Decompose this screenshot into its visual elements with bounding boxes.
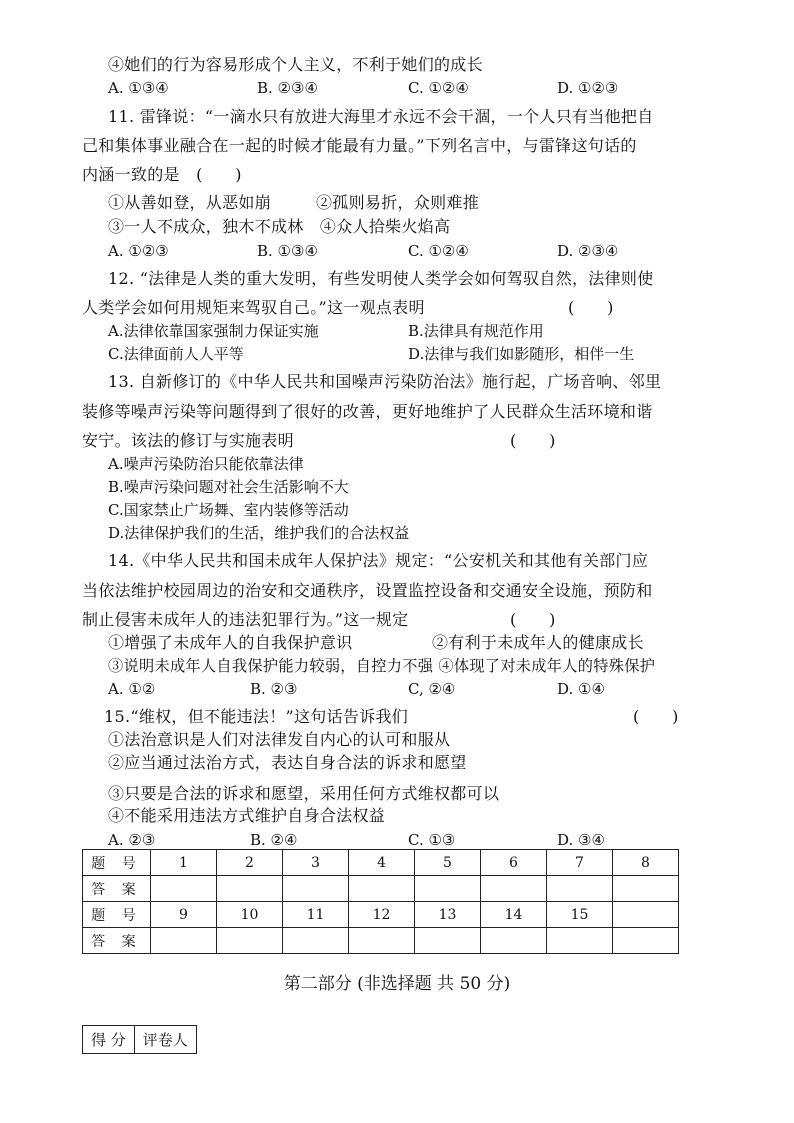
answer-cell[interactable] [547, 876, 613, 902]
answer-cell[interactable] [217, 928, 283, 954]
q14-option-c: C, ②④ [408, 680, 456, 698]
question-number-cell: 14 [481, 902, 547, 928]
q14-answer-bracket: ( ) [510, 610, 556, 629]
answer-cell[interactable] [283, 876, 349, 902]
question-number-label: 题 号 [83, 850, 151, 876]
answer-cell[interactable] [613, 876, 679, 902]
answer-table [82, 849, 679, 954]
q14-option-a: A. ①② [108, 680, 156, 698]
q10-option-d: D. ①②③ [557, 79, 619, 97]
q11-option-c: C. ①②④ [408, 242, 469, 260]
question-number-cell: 8 [613, 850, 679, 876]
question-number-cell [613, 902, 679, 928]
q14-stem-line2: 当依法维护校园周边的治安和交通秩序，设置监控设备和交通安全设施，预防和 [82, 581, 653, 600]
score-table [82, 1025, 197, 1054]
q15-stem: 15.“维权，但不能违法！”这句话告诉我们 [104, 707, 409, 726]
q10-item-4: ④她们的行为容易形成个人主义，不利于她们的成长 [108, 55, 483, 74]
question-number-cell: 11 [283, 902, 349, 928]
q13-option-c: C.国家禁止广场舞、室内装修等活动 [108, 501, 349, 519]
q12-stem-line1: 12. “法律是人类的重大发明，有些发明使人类学会如何驾驭自然，法律则使 [108, 269, 654, 288]
q10-option-b: B. ②③④ [257, 79, 318, 97]
question-number-cell: 4 [349, 850, 415, 876]
answer-cell[interactable] [217, 876, 283, 902]
q15-answer-bracket: ( ) [633, 707, 679, 726]
q13-option-d: D.法律保护我们的生活，维护我们的合法权益 [108, 524, 410, 542]
q12-option-d: D.法律与我们如影随形，相伴一生 [408, 345, 635, 363]
answer-cell[interactable] [283, 928, 349, 954]
q14-stem-line3: 制止侵害未成年人的违法犯罪行为。”这一规定 [82, 610, 409, 629]
answer-cell[interactable] [349, 876, 415, 902]
answer-label: 答 案 [83, 928, 151, 954]
q12-option-c: C.法律面前人人平等 [108, 345, 244, 363]
question-number-cell: 3 [283, 850, 349, 876]
q11-option-a: A. ①②③ [108, 242, 169, 260]
answer-cell[interactable] [151, 876, 217, 902]
answer-table-number-row-1 [83, 850, 679, 876]
answer-cell[interactable] [481, 876, 547, 902]
q14-stem-line1: 14.《中华人民共和国未成年人保护法》规定：“公安机关和其他有关部门应 [108, 551, 649, 570]
question-number-cell: 13 [415, 902, 481, 928]
q11-stem-line3: 内涵一致的是 ( ) [82, 165, 242, 184]
answer-table-answer-row-1 [83, 876, 679, 902]
answer-table-number-row-2 [83, 902, 679, 928]
question-number-cell: 15 [547, 902, 613, 928]
q11-option-b: B. ①③④ [257, 242, 318, 260]
question-number-cell: 12 [349, 902, 415, 928]
answer-label: 答 案 [83, 876, 151, 902]
q13-stem-line1: 13. 自新修订的《中华人民共和国噪声污染防治法》施行起，广场音响、邻里 [108, 372, 662, 391]
q14-item-2: ②有利于未成年人的健康成长 [432, 633, 644, 652]
q10-option-c: C. ①②④ [408, 79, 469, 97]
q15-item-2: ②应当通过法治方式，表达自身合法的诉求和愿望 [108, 753, 467, 772]
q12-answer-bracket: ( ) [568, 298, 614, 317]
score-label: 得 分 [83, 1026, 135, 1054]
question-number-cell: 1 [151, 850, 217, 876]
q14-option-d: D. ①④ [557, 680, 605, 698]
q11-stem-line1: 11. 雷锋说：“一滴水只有放进大海里才永远不会干涸，一个人只有当他把自 [108, 107, 654, 126]
q15-option-a: A. ②③ [108, 831, 156, 849]
q13-option-b: B.噪声污染问题对社会生活影响不大 [108, 478, 349, 496]
answer-cell[interactable] [415, 876, 481, 902]
q11-item-1: ①从善如登，从恶如崩 [108, 193, 272, 212]
answer-cell[interactable] [349, 928, 415, 954]
question-number-cell: 7 [547, 850, 613, 876]
question-number-label: 题 号 [83, 902, 151, 928]
q13-stem-line3: 安宁。该法的修订与实施表明 [82, 431, 294, 450]
q11-option-d: D. ②③④ [557, 242, 619, 260]
q15-item-4: ④不能采用违法方式维护自身合法权益 [108, 806, 386, 825]
answer-table-answer-row-2 [83, 928, 679, 954]
q14-items-3-4: ③说明未成年人自我保护能力较弱，自控力不强 ④体现了对未成年人的特殊保护 [108, 657, 656, 675]
answer-cell[interactable] [547, 928, 613, 954]
answer-cell[interactable] [151, 928, 217, 954]
q11-items-3-4: ③一人不成众，独木不成林 ④众人拾柴火焰高 [108, 217, 451, 236]
q10-option-a: A. ①③④ [108, 79, 169, 97]
q12-option-a: A.法律依靠国家强制力保证实施 [108, 322, 319, 340]
question-number-cell: 9 [151, 902, 217, 928]
part2-title: 第二部分 (非选择题 共 50 分) [283, 974, 511, 994]
q15-item-3: ③只要是合法的诉求和愿望，采用任何方式维权都可以 [108, 784, 500, 803]
answer-cell[interactable] [613, 928, 679, 954]
answer-cell[interactable] [415, 928, 481, 954]
question-number-cell: 10 [217, 902, 283, 928]
q13-option-a: A.噪声污染防治只能依靠法律 [108, 455, 304, 473]
q14-option-b: B. ②③ [250, 680, 298, 698]
q15-item-1: ①法治意识是人们对法律发自内心的认可和服从 [108, 730, 451, 749]
q11-item-2: ②孤则易折，众则难推 [316, 193, 480, 212]
q14-item-1: ①增强了未成年人的自我保护意识 [108, 633, 353, 652]
grader-label: 评卷人 [134, 1026, 196, 1054]
q13-stem-line2: 装修等噪声污染等问题得到了很好的改善，更好地维护了人民群众生活环境和谐 [82, 402, 653, 421]
q15-option-d: D. ③④ [557, 831, 605, 849]
answer-cell[interactable] [481, 928, 547, 954]
q12-stem-line2: 人类学会如何用规矩来驾驭自己。”这一观点表明 [82, 298, 425, 317]
question-number-cell: 2 [217, 850, 283, 876]
q11-stem-line2: 己和集体事业融合在一起的时候才能最有力量。”下列名言中，与雷锋这句话的 [82, 136, 637, 155]
q12-option-b: B.法律具有规范作用 [408, 322, 544, 340]
q15-option-b: B. ②④ [250, 831, 298, 849]
q13-answer-bracket: ( ) [510, 431, 556, 450]
question-number-cell: 6 [481, 850, 547, 876]
q15-option-c: C. ①③ [408, 831, 456, 849]
question-number-cell: 5 [415, 850, 481, 876]
